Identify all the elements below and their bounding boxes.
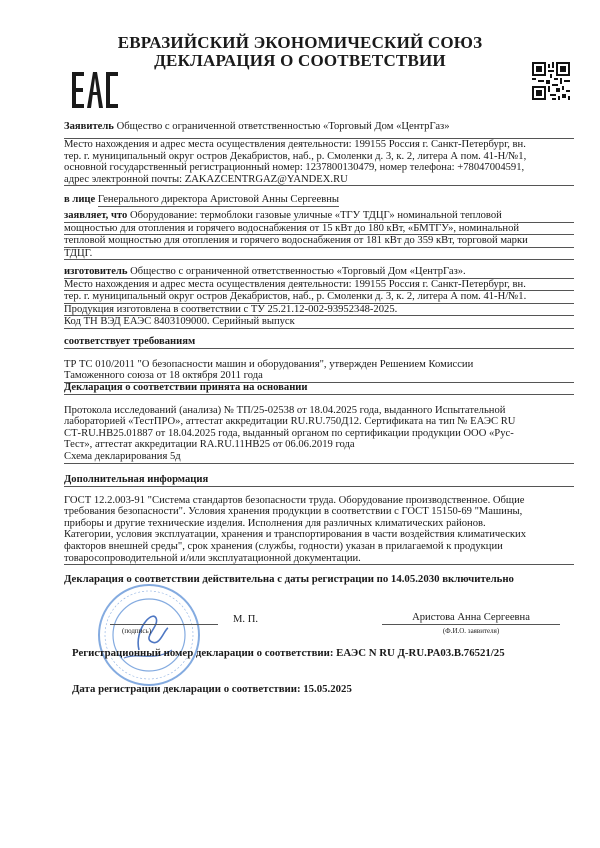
address-line: тер. г. муниципальный округ остров Декабристов, наб., р. Смоленки д. 3, к. 2, литера А пом. 41-Н/№1, xyxy=(64,150,527,162)
manufacturer-name: Общество с ограниченной ответственностью «Торговый Дом «ЦентрГаз». xyxy=(130,266,466,277)
signature-line xyxy=(110,624,218,625)
manufacturer-line: Место нахождения и адрес места осуществления деятельности: 199155 Россия г. Санкт-Петербург, вн. xyxy=(64,279,574,292)
address-line: Место нахождения и адрес места осуществления деятельности: 199155 Россия г. Санкт-Петербург, вн. xyxy=(64,139,526,150)
address-line: адрес электронной почты: ZAKAZCENTRGAZ@YANDEX.RU xyxy=(64,174,574,187)
company-stamp xyxy=(94,580,204,690)
declaration-scheme: Схема декларирования 5д xyxy=(64,451,574,464)
registration-date: Дата регистрации декларации о соответствии: 15.05.2025 xyxy=(72,683,352,695)
qr-code xyxy=(532,62,570,100)
union-title: ЕВРАЗИЙСКИЙ ЭКОНОМИЧЕСКИЙ СОЮЗ xyxy=(117,33,483,52)
product-line: мощностью для отопления и горячего водоснабжения от 15 кВт до 180 кВт, «БМТГУ», номинальной xyxy=(64,223,574,236)
requirements-label: соответствует требованиям xyxy=(64,336,574,349)
signer-name: Аристова Анна Сергеевна xyxy=(382,612,560,625)
manufacturer-label: изготовитель xyxy=(64,266,128,277)
product-line: тепловой мощностью для отопления и горячего водоснабжения от 181 кВт до 359 кВт, торговой марки xyxy=(64,235,574,248)
basis-section xyxy=(64,382,574,464)
additional-line: требования безопасности". Условия хранения продукции в соответствии с ГОСТ 15150-69 "Машины, xyxy=(64,506,523,518)
applicant-line xyxy=(64,121,574,133)
additional-line: факторов внешней среды", срок хранения (службы, годности) указан в прилагаемой к продукции xyxy=(64,540,503,552)
applicant-name: Общество с ограниченной ответственностью «Торговый Дом «ЦентрГаз» xyxy=(116,121,450,132)
validity-statement: Декларация о соответствии действительна с даты регистрации по 14.05.2030 включительно xyxy=(64,573,514,585)
product-line: Оборудование: термоблоки газовые уличные «ТГУ ТДЦГ» номинальной тепловой xyxy=(129,210,502,221)
signature-caption: (подпись) xyxy=(122,627,152,635)
additional-label: Дополнительная информация xyxy=(64,474,574,487)
applicant-label: Заявитель xyxy=(64,121,114,132)
additional-line: Категории, условия эксплуатации, хранения и транспортирования в части воздействия климатических xyxy=(64,529,527,541)
seal-mark: М. П. xyxy=(233,614,259,625)
person-label: в лице xyxy=(64,194,96,205)
manufacturer-line: Код ТН ВЭД ЕАЭС 8403109000. Серийный выпуск xyxy=(64,316,574,329)
product-line: ТДЦГ. xyxy=(64,248,574,261)
person-line xyxy=(64,194,574,207)
manufacturer-section xyxy=(64,266,574,329)
declares-section xyxy=(64,210,574,260)
additional-line: товаросопроводительной и/или эксплуатационной документации. xyxy=(64,553,574,566)
basis-label: Декларация о соответствии принята на основании xyxy=(64,382,574,395)
requirement-line: ТР ТС 010/2011 "О безопасности машин и оборудования", утвержден Решением Комиссии xyxy=(64,358,474,370)
additional-line: ГОСТ 12.2.003-91 "Система стандартов безопасности труда. Оборудование производственное. Общие xyxy=(64,494,525,506)
declaration-title: ДЕКЛАРАЦИЯ О СООТВЕТСТВИИ xyxy=(154,51,446,70)
registration-number: Регистрационный номер декларации о соответствии: ЕАЭС N RU Д-RU.PA03.B.76521/25 xyxy=(72,647,505,659)
person-name: Генерального директора Аристовой Анны Сергеевны xyxy=(97,194,339,205)
basis-line: Тест», аттестат аккредитации RA.RU.11НВ25 от 06.06.2019 года xyxy=(64,439,355,451)
basis-line: лабораторией «ТестПРО», аттестат аккредитации RU.RU.750Д12. Сертификата на тип № ЕАЭС RU xyxy=(64,416,516,428)
document-header xyxy=(90,34,510,70)
manufacturer-line: Продукция изготовлена в соответствии с ТУ 25.21.12-002-93952348-2025. xyxy=(64,304,574,317)
basis-line: Протокола исследований (анализа) № ТП/25-02538 от 18.04.2025 года, выданного Испытательной xyxy=(64,404,506,416)
basis-line: СТ-RU.НВ25.01887 от 18.04.2025 года, выданный органом по сертификации продукции ООО «Рус- xyxy=(64,427,514,439)
address-line: основной государственный регистрационный номер: 1237800130479, номер телефона: +78047004591, xyxy=(64,162,525,174)
eac-logo xyxy=(70,70,120,110)
requirement-line: Таможенного союза от 18 октября 2011 года xyxy=(64,370,574,383)
additional-section xyxy=(64,474,574,565)
manufacturer-line: тер. г. муниципальный округ остров Декабристов, наб., р. Смоленки д. 3, к. 2, литера А пом. 41-Н/№1. xyxy=(64,291,574,304)
additional-line: приборы и другие технические изделия. Исполнения для различных климатических районов. xyxy=(64,517,486,529)
applicant-address xyxy=(64,138,574,186)
declares-label: заявляет, что xyxy=(64,210,128,221)
requirements-section xyxy=(64,336,574,383)
signer-caption: (Ф.И.О. заявителя) xyxy=(442,627,500,635)
